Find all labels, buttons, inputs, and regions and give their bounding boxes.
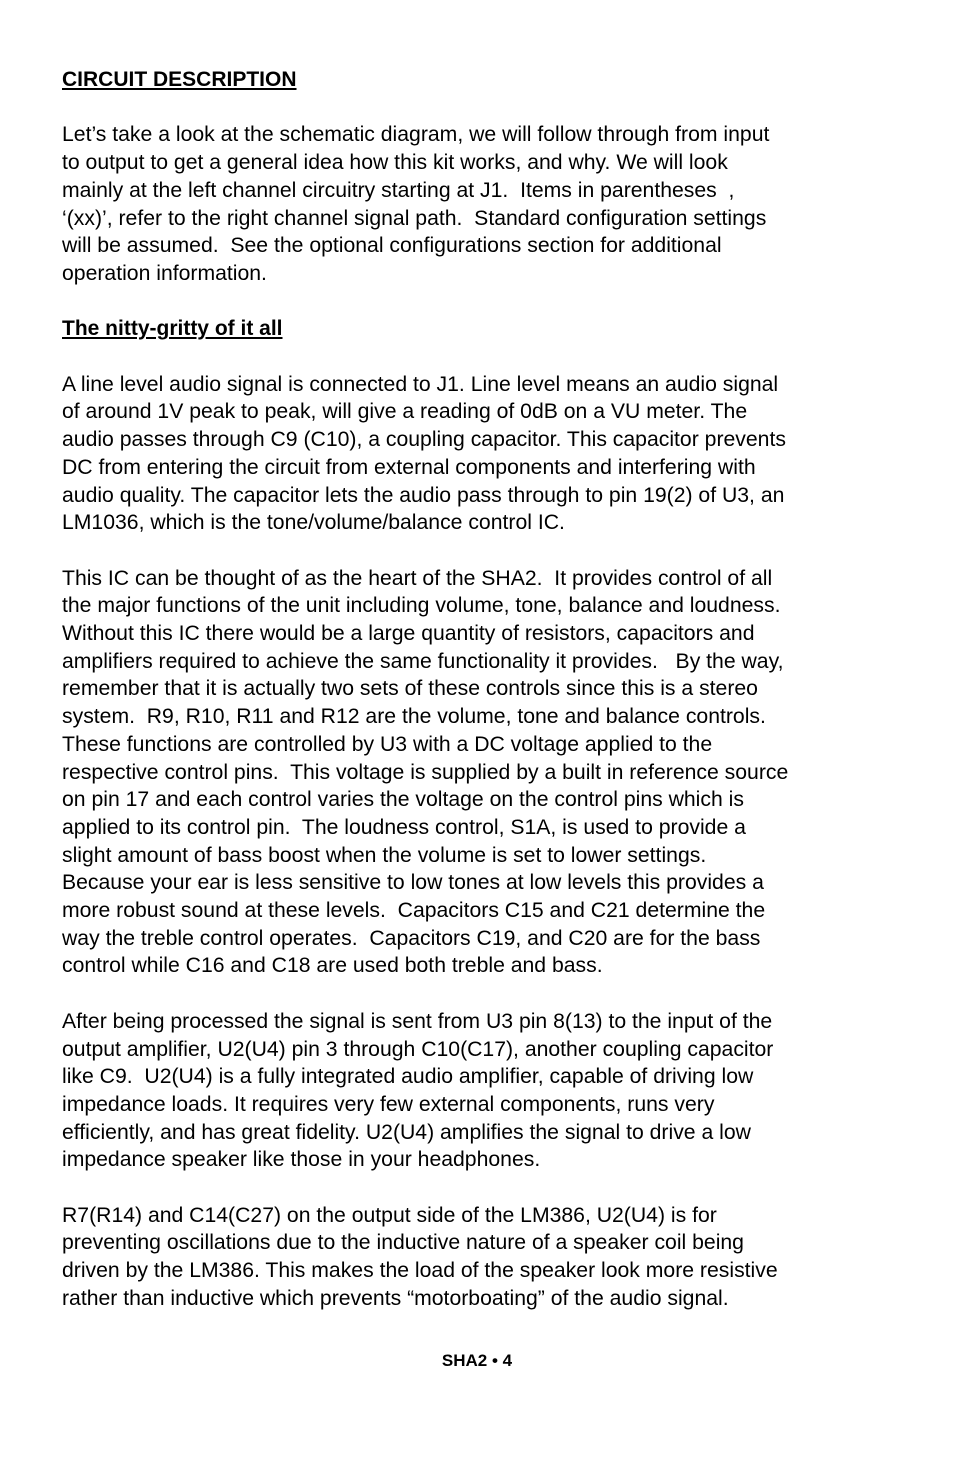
text-line: driven by the LM386. This makes the load of the speaker look more resistive — [62, 1259, 778, 1283]
text-line: impedance loads. It requires very few external components, runs very — [62, 1092, 715, 1116]
section-heading-nitty-gritty: The nitty-gritty of it all — [62, 317, 283, 341]
text-line: system. R9, R10, R11 and R12 are the volume, tone and balance controls. — [62, 705, 766, 729]
text-line: Without this IC there would be a large quantity of resistors, capacitors and — [62, 622, 755, 645]
text-line: After being processed the signal is sent from U3 pin 8(13) to the input of the — [62, 1009, 773, 1033]
text-line: DC from entering the circuit from external components and interfering with — [62, 455, 756, 479]
text-line: the major functions of the unit including volume, tone, balance and loudness. — [62, 594, 781, 618]
text-line: This IC can be thought of as the heart of the SHA2. It provides control of all — [62, 566, 773, 590]
text-line: of around 1V peak to peak, will give a reading of 0dB on a VU meter. The — [62, 400, 748, 424]
text-line: audio quality. The capacitor lets the audio pass through to pin 19(2) of U3, an — [62, 483, 785, 507]
text-line: slight amount of bass boost when the volume is set to lower settings. — [62, 843, 707, 867]
text-line: like C9. U2(U4) is a fully integrated audio amplifier, capable of driving low — [62, 1065, 754, 1089]
text-line: output amplifier, U2(U4) pin 3 through C10(C17), another coupling capacitor — [62, 1037, 774, 1061]
text-line: rather than inductive which prevents “motorboating” of the audio signal. — [62, 1286, 729, 1310]
text-line: ‘(xx)’, refer to the right channel signal path. Standard configuration settings — [62, 206, 767, 230]
text-line: operation information. — [62, 261, 267, 285]
paragraph-ic-heart — [62, 565, 898, 981]
paragraph-intro — [62, 121, 898, 287]
text-line: way the treble control operates. Capacitors C19, and C20 are for the bass — [62, 926, 761, 950]
text-line: applied to its control pin. The loudness control, S1A, is used to provide a — [62, 815, 746, 839]
text-line: Let’s take a look at the schematic diagram, we will follow through from input — [62, 123, 770, 147]
text-line: Because your ear is less sensitive to low tones at low levels this provides a — [62, 871, 764, 895]
text-line: on pin 17 and each control varies the voltage on the control pins which is — [62, 788, 744, 812]
document-page — [62, 66, 898, 1340]
text-line: preventing oscillations due to the inductive nature of a speaker coil being — [62, 1231, 744, 1255]
text-line: R7(R14) and C14(C27) on the output side of the LM386, U2(U4) is for — [62, 1203, 717, 1227]
text-line: amplifiers required to achieve the same functionality it provides. By the way, — [62, 649, 784, 673]
text-line: to output to get a general idea how this kit works, and why. We will look — [62, 151, 728, 175]
paragraph-output-amplifier — [62, 1008, 898, 1174]
page-footer: SHA2 • 4 — [441, 1351, 513, 1370]
text-line: remember that it is actually two sets of these controls since this is a stereo — [62, 677, 758, 701]
text-line: LM1036, which is the tone/volume/balance control IC. — [62, 511, 565, 535]
text-line: will be assumed. See the optional configurations section for additional — [62, 234, 722, 258]
paragraph-oscillations — [62, 1202, 898, 1313]
text-line: respective control pins. This voltage is supplied by a built in reference source — [62, 760, 789, 784]
text-line: more robust sound at these levels. Capacitors C15 and C21 determine the — [62, 899, 766, 923]
text-line: efficiently, and has great fidelity. U2(U4) amplifies the signal to drive a low — [62, 1120, 751, 1144]
text-line: impedance speaker like those in your headphones. — [62, 1148, 541, 1172]
text-line: mainly at the left channel circuitry starting at J1. Items in parentheses , — [62, 178, 735, 202]
text-line: These functions are controlled by U3 with a DC voltage applied to the — [62, 732, 713, 756]
text-line: A line level audio signal is connected to J1. Line level means an audio signal — [62, 372, 779, 396]
section-heading-circuit-description: CIRCUIT DESCRIPTION — [62, 68, 297, 91]
text-line: audio passes through C9 (C10), a coupling capacitor. This capacitor prevents — [62, 428, 786, 452]
text-line: control while C16 and C18 are used both treble and bass. — [62, 954, 603, 978]
paragraph-line-level — [62, 371, 898, 537]
